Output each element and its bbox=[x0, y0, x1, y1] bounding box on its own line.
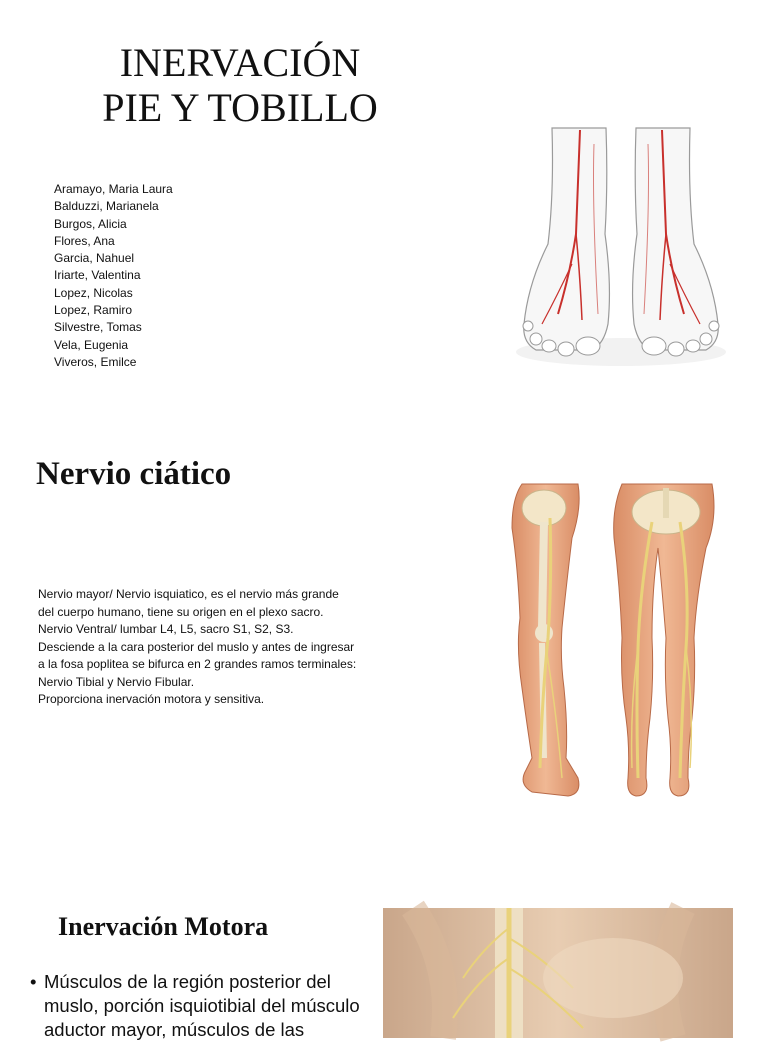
body-line: Nervio mayor/ Nervio isquiatico, es el nervio más grande bbox=[38, 587, 339, 601]
body-line: Desciende a la cara posterior del muslo y antes de ingresar bbox=[38, 639, 355, 654]
body-line: a la fosa poplitea se bifurca en 2 grandes ramos terminales: bbox=[38, 657, 357, 671]
bullet-marker: • bbox=[30, 971, 37, 992]
author-item: Viveros, Emilce bbox=[54, 354, 137, 369]
author-item: Silvestre, Tomas bbox=[54, 320, 142, 335]
slide-motor-innervation bbox=[0, 880, 768, 1040]
author-item: Garcia, Nahuel bbox=[54, 251, 135, 266]
sciatic-nerve-legs-illustration bbox=[482, 478, 742, 808]
body-line: Nervio Tibial y Nervio Fibular. bbox=[38, 674, 195, 689]
title-line-2: PIE Y TOBILLO bbox=[102, 85, 378, 130]
title-line-1: INERVACIÓN bbox=[119, 40, 361, 85]
author-item: Lopez, Nicolas bbox=[54, 285, 133, 300]
author-item: Balduzzi, Marianela bbox=[54, 199, 159, 214]
body-line: Nervio Ventral/ lumbar L4, L5, sacro S1, S2, S3. bbox=[38, 622, 294, 636]
body-line: Proporciona inervación motora y sensitiva. bbox=[38, 692, 265, 706]
feet-arteries-illustration bbox=[508, 124, 734, 372]
author-item: Vela, Eugenia bbox=[54, 337, 129, 352]
author-item: Burgos, Alicia bbox=[54, 216, 127, 231]
bullet-text: Músculos de la región posterior del muslo, porción isquiotibial del músculo aductor mayor, músculos de las bbox=[44, 971, 360, 1040]
body-line: del cuerpo humano, tiene su origen en el plexo sacro. bbox=[38, 604, 324, 619]
author-list bbox=[54, 181, 173, 371]
slide-body-text bbox=[38, 586, 398, 709]
slide-sciatic-nerve bbox=[0, 420, 768, 820]
slide-title: Nervio ciático bbox=[36, 456, 232, 492]
presentation-title bbox=[60, 40, 420, 130]
author-item: Flores, Ana bbox=[54, 233, 115, 248]
bullet-list bbox=[30, 970, 375, 1042]
author-item: Lopez, Ramiro bbox=[54, 303, 133, 318]
slide-title bbox=[0, 0, 768, 400]
author-item: Aramayo, Maria Laura bbox=[54, 182, 173, 196]
author-item: Iriarte, Valentina bbox=[54, 268, 141, 283]
slide-title: Inervación Motora bbox=[58, 912, 269, 941]
spine-nerves-illustration bbox=[383, 908, 733, 1038]
